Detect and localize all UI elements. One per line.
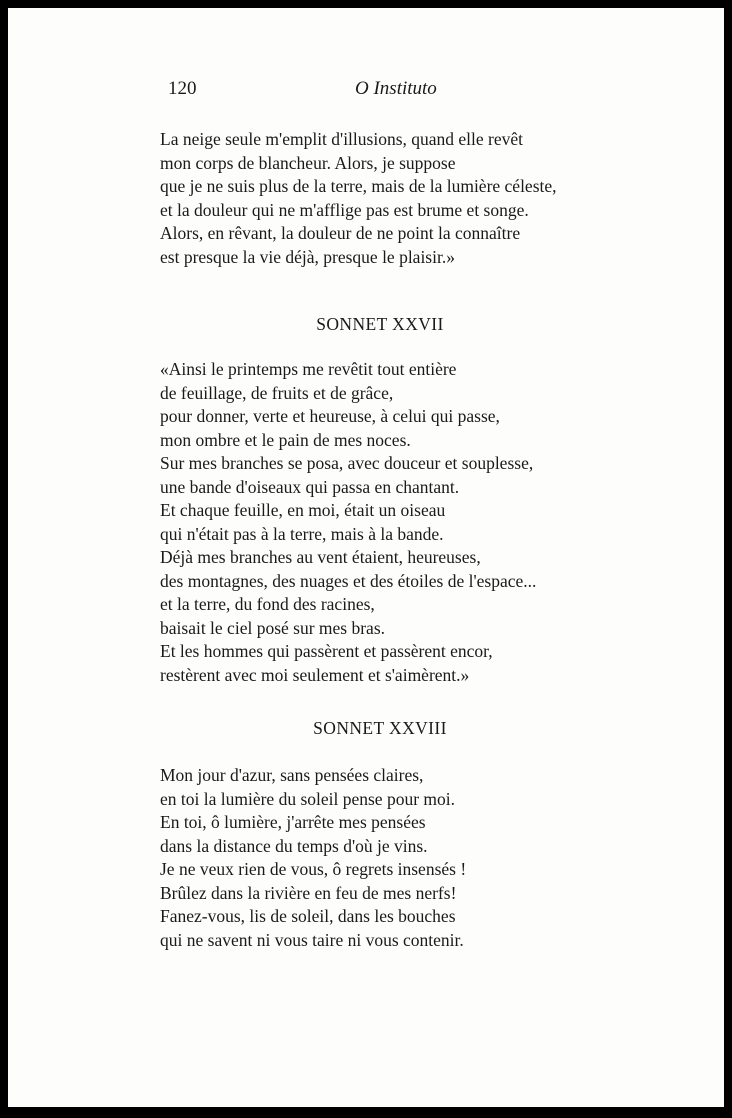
poem-line: pour donner, verte et heureuse, à celui qui passe, — [160, 406, 500, 426]
poem-line: En toi, ô lumière, j'arrête mes pensées — [160, 812, 426, 832]
poem-line: et la terre, du fond des racines, — [160, 594, 375, 614]
poem-line: de feuillage, de fruits et de grâce, — [160, 382, 394, 403]
poem-line: Déjà mes branches au vent étaient, heureuses, — [160, 547, 481, 567]
poem-line: et la douleur qui ne m'afflige pas est brume et songe. — [160, 199, 529, 220]
scan-border-top — [0, 0, 732, 8]
poem-line: mon ombre et le pain de mes noces. — [160, 429, 411, 450]
poem-line: Mon jour d'azur, sans pensées claires, — [160, 765, 424, 785]
poem-line: mon corps de blancheur. Alors, je suppose — [160, 152, 456, 173]
poem-line: dans la distance du temps d'où je vins. — [160, 835, 428, 856]
sonnet-28-title: SONNET XXVIII — [313, 718, 447, 738]
scan-border-right — [724, 0, 732, 1118]
scan-border-left — [0, 0, 8, 1118]
poem-line: Et les hommes qui passèrent et passèrent encor, — [160, 641, 493, 661]
poem-line: Je ne veux rien de vous, ô regrets insensés ! — [160, 859, 467, 879]
poem-line: Alors, en rêvant, la douleur de ne point la connaître — [160, 223, 521, 243]
poem-line: «Ainsi le printemps me revêtit tout entière — [160, 359, 457, 379]
poem-line: en toi la lumière du soleil pense pour moi. — [160, 788, 456, 809]
sonnet-28-body — [160, 764, 466, 952]
poem-line: Sur mes branches se posa, avec douceur et souplesse, — [160, 453, 534, 473]
poem-line: La neige seule m'emplit d'illusions, quand elle revêt — [160, 129, 524, 149]
journal-title: O Instituto — [355, 78, 437, 99]
poem-line: est presque la vie déjà, presque le plaisir.» — [160, 246, 455, 267]
poem-line: qui ne savent ni vous taire ni vous contenir. — [160, 929, 464, 950]
poem-line: des montagnes, des nuages et des étoiles de l'espace... — [160, 570, 537, 591]
scan-border-bottom — [0, 1107, 732, 1118]
page-number: 120 — [168, 78, 197, 99]
poem-line: que je ne suis plus de la terre, mais de la lumière céleste, — [160, 176, 557, 196]
poem-line: restèrent avec moi seulement et s'aimèrent.» — [160, 664, 470, 685]
poem-line: baisait le ciel posé sur mes bras. — [160, 617, 386, 638]
sonnet-27-title: SONNET XXVII — [316, 314, 444, 334]
stanza-intro — [160, 128, 557, 269]
poem-line: qui n'était pas à la terre, mais à la bande. — [160, 523, 444, 544]
sonnet-27-body — [160, 358, 536, 687]
poem-line: Brûlez dans la rivière en feu de mes nerfs! — [160, 882, 457, 903]
running-head — [160, 78, 460, 104]
poem-line: Et chaque feuille, en moi, était un oiseau — [160, 500, 446, 520]
poem-line: Fanez-vous, lis de soleil, dans les bouches — [160, 906, 456, 926]
poem-line: une bande d'oiseaux qui passa en chantant. — [160, 476, 460, 497]
